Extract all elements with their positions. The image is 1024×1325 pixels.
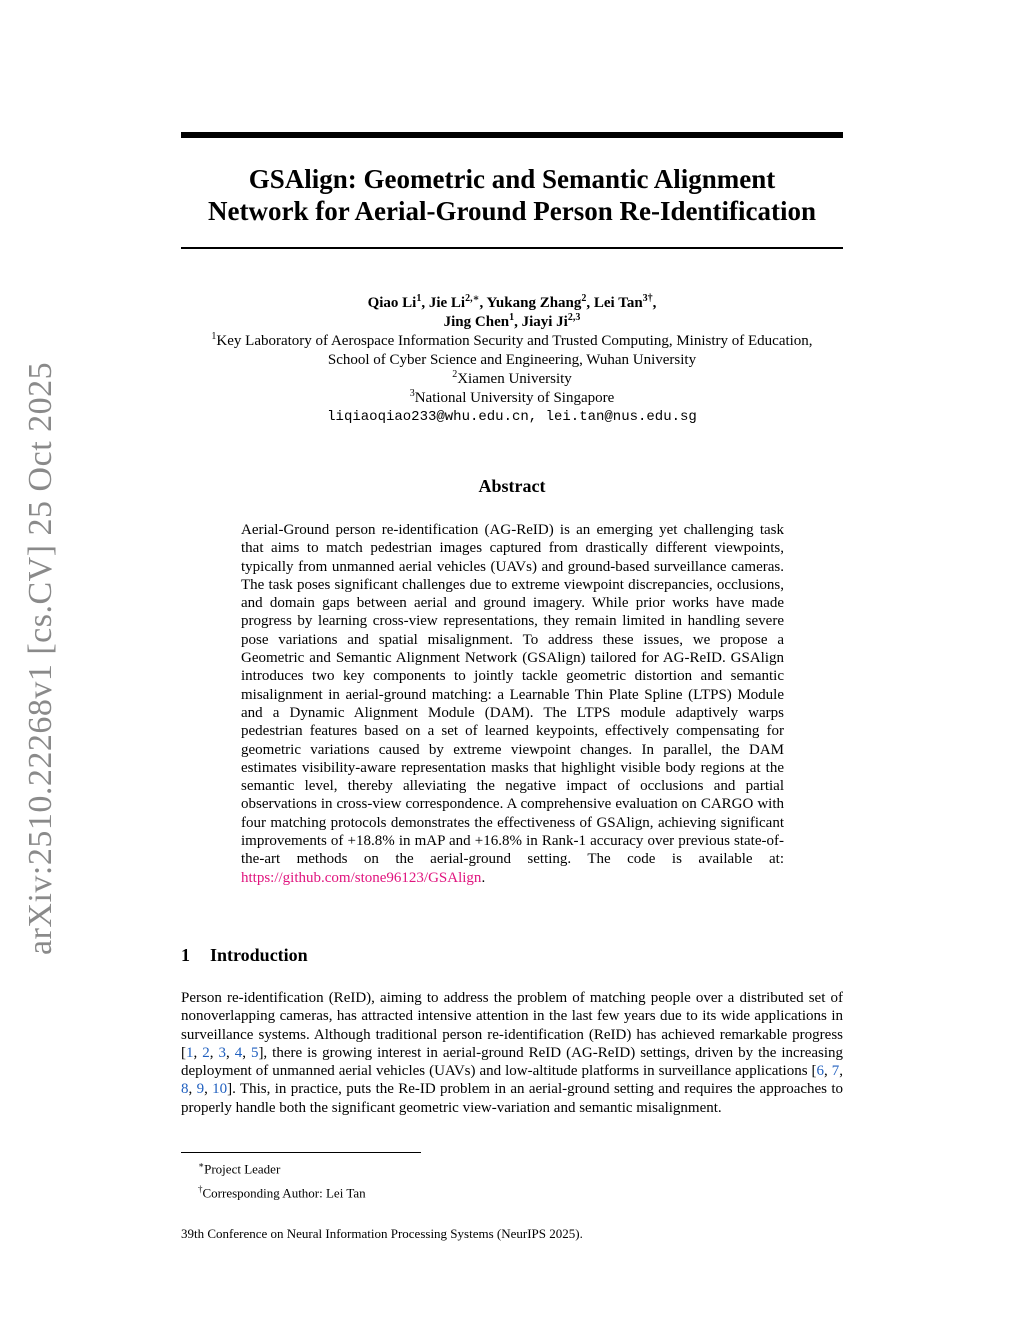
section-heading-introduction (181, 945, 308, 966)
citation-link[interactable]: 10 (212, 1081, 228, 1098)
title-line-2: Network for Aerial-Ground Person Re-Identification (208, 196, 816, 226)
footnote-text: Corresponding Author: Lei Tan (202, 1185, 366, 1201)
author-name: Qiao Li (367, 295, 417, 311)
author-affil-mark: 1 (509, 312, 515, 323)
author-name: Jie Li (428, 295, 466, 311)
author-affil-mark: 2 (581, 293, 587, 304)
paper-title (150, 163, 874, 227)
author-affil-mark: 2,3 (567, 312, 581, 323)
title-top-rule (181, 132, 843, 138)
affil-mark: 1 (211, 331, 217, 342)
intro-text: ]. This, in practice, puts the Re-ID problem in an aerial-ground setting and requires the approaches to properly handle both the significant geometric view-variation and semantic misalignment. (181, 1081, 843, 1116)
author-name: Jing Chen (443, 314, 510, 330)
citation-link[interactable]: 7 (831, 1063, 840, 1080)
affiliation-2 (150, 370, 874, 389)
author-name: Yukang Zhang (486, 295, 582, 311)
introduction-paragraph: Person re-identification (ReID), aiming to address the problem of matching people over a distributed set of nonoverlapping cameras, has attracted intensive attention in the last few years due to its wide applications in surveillance systems. Although traditional person re-identification (ReID) has achieved remarkable progress [1, 2, 3, 4, 5], there is growing interest in aerial-ground ReID (AG-ReID) settings, driven by the increasing deployment of unmanned aerial vehicles (UAVs) and low-altitude platforms in surveillance applications [6, 7, 8, 9, 10]. This, in practice, puts the Re-ID problem in an aerial-ground setting and requires the approaches to properly handle both the significant geometric view-variation and semantic misalignment. (181, 990, 844, 1116)
footnote-rule (181, 1152, 421, 1153)
intro-text: ], there is growing interest in aerial-ground ReID (AG-ReID) settings, driven by the increasing deployment of unmanned aerial vehicles (UAVs) and low-altitude platforms in surveillance applications [ (181, 1044, 844, 1080)
abstract-text: Aerial-Ground person re-identification (AG-ReID) is an emerging yet challenging task that aims to match pedestrian images captured from drastically different viewpoints, typically from unmanned aerial vehicles (UAVs) and ground-based surveillance cameras. The task poses significant challenges due to extreme viewpoint discrepancies, occlusions, and domain gaps between aerial and ground imagery. While prior works have made progress by learning cross-view representations, they remain limited in handling severe pose variations and spatial misalignment. To address these issues, we propose a Geometric and Semantic Alignment Network (GSAlign) tailored for AG-ReID. GSAlign introduces two key components to jointly tackle geometric distortion and semantic misalignment in aerial-ground matching: a Learnable Thin Plate Spline (LTPS) Module and a Dynamic Alignment Module (DAM). The LTPS module adaptively warps pedestrian features based on a set of learned keypoints, effectively compensating for geometric variations caused by extreme viewpoint changes. In parallel, the DAM estimates visibility-aware representation masks that highlight visible body regions at the semantic level, thereby alleviating the negative impact of occlusions and partial observations in cross-view correspondence. A comprehensive evaluation on CARGO with four matching protocols demonstrates the effectiveness of GSAlign, achieving significant improvements of +18.8% in mAP and +16.8% in Rank-1 accuracy over previous state-of-the-art methods on the aerial-ground setting. The code is available at: (241, 522, 784, 868)
arxiv-identifier: arXiv:2510.22268v1 [cs.CV] 25 Oct 2025 (22, 361, 59, 955)
affiliation-3 (150, 389, 874, 408)
author-block (150, 294, 874, 427)
abstract-heading: Abstract (478, 476, 546, 496)
code-link[interactable]: https://github.com/stone96123/GSAlign (241, 869, 482, 886)
footnote-1 (198, 1155, 366, 1179)
footnotes (198, 1155, 366, 1204)
author-line-2: Jing Chen$^1$, Jiayi Ji$^{2,3}$ (443, 312, 581, 330)
conference-note: 39th Conference on Neural Information Processing Systems (NeurIPS 2025). (181, 1226, 583, 1241)
title-bottom-rule (181, 247, 843, 249)
author-affil-mark: 1 (416, 293, 422, 304)
citation-link[interactable]: 5 (250, 1044, 259, 1061)
citation-link[interactable]: 6 (816, 1063, 825, 1080)
citation-link[interactable]: 2 (202, 1044, 210, 1061)
affil-mark: 2 (452, 369, 458, 380)
footnote-2 (198, 1179, 366, 1203)
author-line-1: Qiao Li$^1$, Jie $Li^{2,∗}$, Yukang Zhang$^2$, Lei Tan$^{3\dagger}$, (367, 293, 657, 311)
section-number: 1 (181, 945, 190, 965)
section-title: Introduction (210, 945, 308, 965)
citation-link[interactable]: 4 (234, 1044, 243, 1061)
footnote-mark: ∗ (198, 1160, 205, 1170)
abstract-body (241, 521, 784, 887)
affiliation-text: Key Laboratory of Aerospace Information Security and Trusted Computing, Ministry of Education, (216, 333, 813, 349)
author-name: Jiayi Ji (521, 314, 568, 330)
author-affil-mark: 2,∗ (465, 293, 480, 304)
footnote-mark: † (198, 1184, 203, 1195)
citation-link[interactable]: 9 (196, 1081, 205, 1098)
affiliation-1-cont: School of Cyber Science and Engineering, Wuhan University (327, 352, 697, 368)
footnote-text: Project Leader (204, 1161, 281, 1177)
author-affil-mark: 3† (642, 293, 653, 304)
intro-text: Person re-identification (ReID), aiming to address the problem of matching people over a distributed set of nonoverlapping cameras, has attracted intensive attention in the last few years due to its wide applications in surveillance systems. Although traditional person re-identification (ReID) has achieved remarkable progress [ (181, 990, 843, 1061)
title-line-1: GSAlign: Geometric and Semantic Alignment (248, 164, 776, 194)
affiliation-1 (150, 332, 874, 351)
citation-link[interactable]: 8 (181, 1081, 189, 1098)
affil-mark: 3 (409, 388, 415, 399)
affiliation-text: National University of Singapore (414, 390, 615, 406)
affiliation-text: Xiamen University (457, 371, 572, 387)
author-emails: liqiaoqiao233@whu.edu.cn, lei.tan@nus.edu.sg (327, 409, 697, 425)
abstract-end: . (481, 869, 486, 886)
citation-link[interactable]: 1 (186, 1044, 194, 1061)
citation-link[interactable]: 3 (218, 1044, 226, 1061)
author-name: Lei Tan (593, 295, 643, 311)
